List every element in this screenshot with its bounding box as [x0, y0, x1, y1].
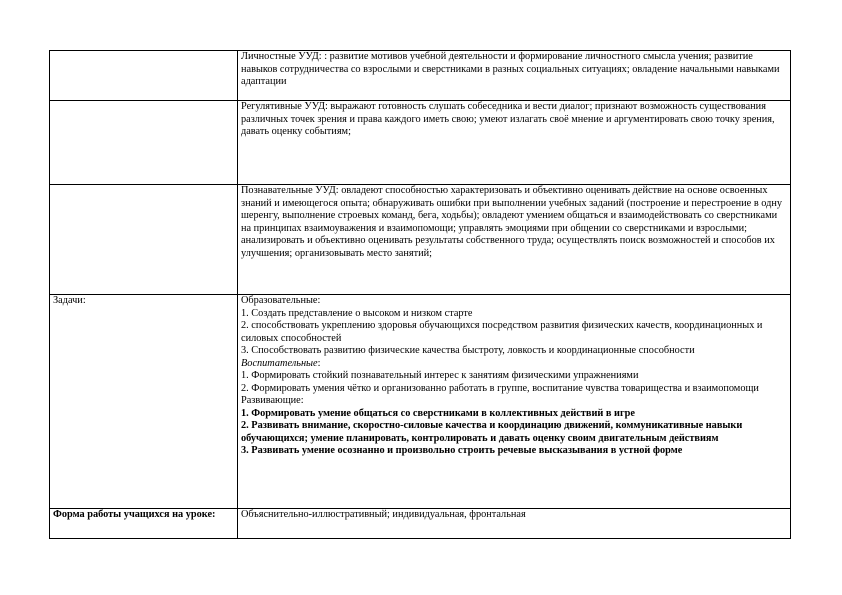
work-form-text: Объяснительно-иллюстративный; индивидуальная, фронтальная	[238, 509, 791, 539]
lesson-plan-table	[49, 50, 791, 539]
developing-item-1: 1. Формировать умение общаться со сверстниками в коллективных действий в игре	[241, 407, 635, 419]
upbringing-heading-colon: :	[317, 357, 321, 369]
developing-heading: Развивающие:	[241, 395, 304, 406]
educational-heading: Образовательные:	[241, 295, 321, 306]
upbringing-item-1: 1. Формировать стойкий познавательный интерес к занятиям физическими упражнениями	[241, 370, 639, 381]
row-personal-uud	[50, 51, 791, 101]
row-regulatory-uud-label	[50, 101, 238, 185]
upbringing-item-2: 2. Формировать умения чётко и организованно работать в группе, воспитание чувства товарищества и взаимопомощи	[241, 382, 759, 394]
row-regulatory-uud	[50, 101, 791, 185]
row-personal-uud-label	[50, 51, 238, 101]
regulatory-uud-text-2: давать оценку событиям;	[241, 126, 351, 137]
row-work-form	[50, 509, 791, 539]
row-cognitive-uud-label	[50, 185, 238, 295]
upbringing-heading: Воспитательные	[241, 357, 318, 369]
tasks-cell	[238, 295, 791, 509]
regulatory-uud-text: Регулятивные УУД: выражают готовность слушать собеседника и вести диалог; признают возможность существования различных точек зрения и права каждого иметь свою; умеют излагать своё мнение и аргументировать свою точку зрения,	[241, 101, 775, 125]
tasks-label: Задачи:	[50, 295, 238, 509]
cognitive-uud-text: Познавательные УУД: овладеют способностью характеризовать и объективно оценивать действие на основе освоенных знаний и имеющегося опыта; обнаруживать ошибки при выполнении учебных заданий (построение и перестроение в одну шеренгу, выполнение строевых команд, бега, ходьбы); овладеют умением общаться и взаимодействовать со сверстниками на принципах взаимоуважения и взаимопомощи; управлять эмоциями при общении со сверстниками и взрослыми; анализировать и объективно оценивать результаты собственного труда; осуществлять поиск возможностей и способов их улучшения; организовывать место занятий;	[238, 185, 791, 295]
developing-item-3: 3. Развивать умение осознанно и произвольно строить речевые высказывания в устной форме	[241, 445, 683, 456]
educational-item-1: 1. Создать представление о высоком и низком старте	[241, 307, 473, 319]
educational-item-2: 2. способствовать укреплению здоровья обучающихся посредством развития физических качеств, координационных и силовых способностей	[241, 320, 763, 344]
personal-uud-text: Личностные УУД: : развитие мотивов учебной деятельности и формирование личностного смысла учения; развитие навыков сотрудничества со взрослыми и сверстниками в разных социальных ситуациях; овладение начальными навыками адаптации	[238, 51, 791, 101]
upbringing-heading-line	[241, 358, 787, 371]
regulatory-uud-cell	[238, 101, 791, 185]
row-tasks	[50, 295, 791, 509]
work-form-label: Форма работы учащихся на уроке:	[50, 509, 238, 539]
row-cognitive-uud	[50, 185, 791, 295]
developing-item-2: 2. Развивать внимание, скоростно-силовые качества и координацию движений, коммуникативные навыки обучающихся; умение планировать, контролировать и давать оценку своим двигательным действиям	[241, 420, 743, 444]
educational-item-3: 3. Способствовать развитию физические качества быстроту, ловкость и координационные способности	[241, 345, 695, 356]
